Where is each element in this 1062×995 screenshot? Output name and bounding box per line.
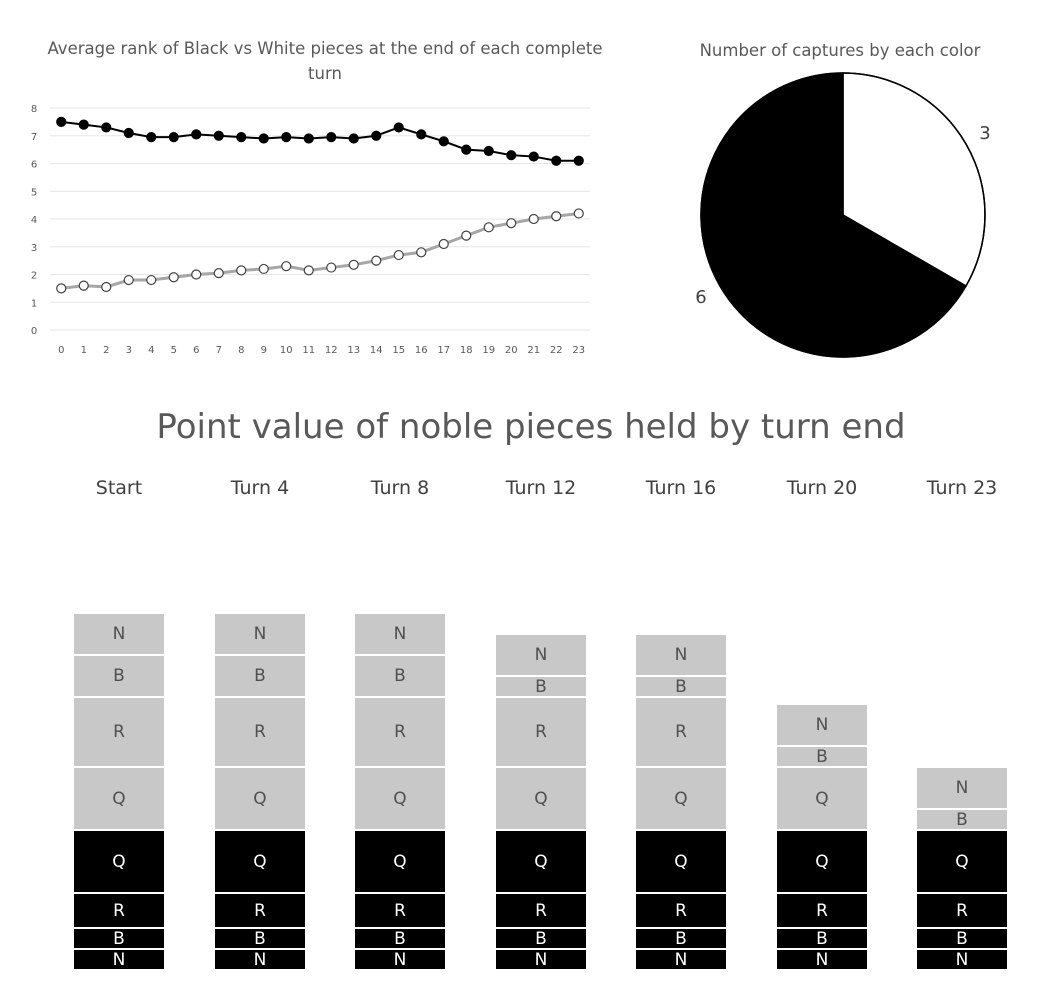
data-point: [484, 147, 493, 156]
x-tick-label: 16: [414, 345, 428, 356]
black-piece-N: N: [777, 950, 867, 971]
black-piece-B: B: [917, 929, 1007, 950]
column-label: Start: [95, 477, 143, 499]
white-piece-R: R: [636, 698, 726, 768]
black-piece-Q: Q: [215, 831, 305, 894]
data-point: [304, 134, 313, 143]
series-line-0: [61, 122, 579, 161]
white-piece-B: B: [215, 656, 305, 698]
white-piece-B: B: [777, 747, 867, 768]
captures-pie-chart: [640, 0, 1062, 375]
y-tick-label: 8: [30, 104, 38, 115]
column-label: Turn 20: [786, 477, 858, 499]
stacked-chart-title: Point value of noble pieces held by turn end: [156, 407, 906, 447]
data-point: [192, 130, 201, 139]
black-piece-R: R: [917, 894, 1007, 929]
x-tick-label: 11: [302, 345, 316, 356]
black-piece-N: N: [496, 950, 586, 971]
data-point: [282, 133, 291, 142]
white-piece-B: B: [917, 810, 1007, 831]
black-piece-Q: Q: [355, 831, 445, 894]
x-tick-label: 17: [437, 345, 451, 356]
black-piece-B: B: [636, 929, 726, 950]
white-piece-N: N: [777, 705, 867, 747]
data-point: [259, 264, 268, 273]
line-chart-title: Average rank of Black vs White pieces at the end of each complete turn: [47, 39, 603, 83]
data-point: [304, 266, 313, 275]
data-point: [214, 131, 223, 140]
white-piece-Q: Q: [355, 768, 445, 831]
black-piece-B: B: [777, 929, 867, 950]
black-piece-N: N: [74, 950, 164, 971]
black-piece-Q: Q: [496, 831, 586, 894]
column-label: Turn 8: [370, 477, 430, 499]
white-piece-Q: Q: [777, 768, 867, 831]
x-tick-label: 19: [482, 345, 496, 356]
pie-slice-label: 6: [695, 287, 707, 308]
data-point: [124, 128, 133, 137]
white-piece-N: N: [74, 614, 164, 656]
data-point: [462, 231, 471, 240]
data-point: [529, 215, 538, 224]
data-point: [574, 156, 583, 165]
white-piece-R: R: [496, 698, 586, 768]
pie-chart-title: Number of captures by each color: [699, 41, 981, 60]
y-tick-label: 5: [30, 187, 38, 199]
data-point: [192, 270, 201, 279]
data-point: [214, 269, 223, 278]
black-piece-N: N: [636, 950, 726, 971]
data-point: [439, 239, 448, 248]
black-piece-B: B: [215, 929, 305, 950]
data-point: [372, 131, 381, 140]
white-piece-N: N: [355, 614, 445, 656]
x-tick-label: 0: [58, 345, 65, 356]
rank-line-chart: [0, 0, 620, 375]
x-tick-label: 22: [549, 345, 563, 356]
x-tick-label: 7: [215, 345, 222, 356]
data-point: [169, 133, 178, 142]
black-piece-Q: Q: [636, 831, 726, 894]
data-point: [237, 266, 246, 275]
data-point: [147, 133, 156, 142]
column-label: Turn 12: [505, 477, 577, 499]
x-tick-label: 6: [193, 345, 200, 356]
y-tick-label: 7: [30, 131, 38, 143]
data-point: [507, 219, 516, 228]
data-point: [484, 223, 493, 232]
x-tick-label: 20: [504, 345, 518, 356]
y-tick-label: 4: [30, 215, 38, 226]
data-point: [462, 145, 471, 154]
black-piece-R: R: [74, 894, 164, 929]
white-piece-B: B: [355, 656, 445, 698]
white-piece-B: B: [636, 677, 726, 698]
white-piece-R: R: [74, 698, 164, 768]
white-piece-Q: Q: [636, 768, 726, 831]
data-point: [169, 273, 178, 282]
white-piece-N: N: [215, 614, 305, 656]
black-piece-B: B: [496, 929, 586, 950]
data-point: [282, 262, 291, 271]
data-point: [79, 120, 88, 129]
data-point: [529, 152, 538, 161]
series-line-1: [61, 213, 579, 288]
column-label: Turn 4: [230, 477, 290, 499]
data-point: [372, 256, 381, 265]
y-tick-label: 6: [30, 159, 38, 171]
white-piece-R: R: [215, 698, 305, 768]
data-point: [552, 156, 561, 165]
x-tick-label: 8: [238, 345, 245, 356]
data-point: [394, 123, 403, 132]
white-piece-B: B: [496, 677, 586, 698]
data-point: [394, 251, 403, 260]
data-point: [57, 117, 66, 126]
white-piece-B: B: [74, 656, 164, 698]
data-point: [124, 276, 133, 285]
x-tick-label: 12: [324, 345, 338, 356]
white-piece-N: N: [496, 635, 586, 677]
data-point: [79, 281, 88, 290]
white-piece-N: N: [917, 768, 1007, 810]
column-label: Turn 16: [645, 477, 717, 499]
x-tick-label: 18: [459, 345, 473, 356]
white-piece-R: R: [355, 698, 445, 768]
x-tick-label: 5: [170, 345, 177, 356]
black-piece-Q: Q: [777, 831, 867, 894]
x-tick-label: 3: [125, 345, 132, 356]
white-piece-Q: Q: [496, 768, 586, 831]
data-point: [327, 133, 336, 142]
data-point: [102, 123, 111, 132]
x-tick-label: 4: [148, 345, 155, 356]
black-piece-R: R: [496, 894, 586, 929]
data-point: [552, 212, 561, 221]
white-piece-N: N: [636, 635, 726, 677]
data-point: [417, 130, 426, 139]
noble-pieces-stacked-chart: [0, 395, 1062, 995]
black-piece-B: B: [355, 929, 445, 950]
data-point: [102, 282, 111, 291]
x-tick-label: 23: [572, 345, 586, 356]
data-point: [147, 276, 156, 285]
black-piece-R: R: [355, 894, 445, 929]
x-tick-label: 2: [103, 345, 110, 356]
data-point: [237, 133, 246, 142]
pie-chart-svg: [640, 0, 1062, 375]
data-point: [507, 151, 516, 160]
y-tick-label: 2: [30, 270, 38, 282]
x-tick-label: 9: [260, 345, 267, 356]
x-tick-label: 1: [80, 345, 87, 356]
line-chart-svg: [0, 0, 620, 375]
x-tick-label: 14: [369, 345, 383, 356]
x-tick-label: 13: [347, 345, 361, 356]
data-point: [349, 260, 358, 269]
white-piece-Q: Q: [74, 768, 164, 831]
x-tick-label: 10: [279, 345, 293, 356]
black-piece-Q: Q: [74, 831, 164, 894]
black-piece-R: R: [777, 894, 867, 929]
data-point: [259, 134, 268, 143]
data-point: [349, 134, 358, 143]
data-point: [57, 284, 66, 293]
black-piece-R: R: [636, 894, 726, 929]
data-point: [327, 263, 336, 272]
data-point: [439, 137, 448, 146]
pie-slice-label: 3: [979, 123, 991, 144]
data-point: [574, 209, 583, 218]
y-tick-label: 3: [30, 242, 38, 254]
black-piece-N: N: [215, 950, 305, 971]
black-piece-N: N: [917, 950, 1007, 971]
x-tick-label: 21: [527, 345, 541, 356]
y-tick-label: 1: [30, 298, 38, 310]
black-piece-Q: Q: [917, 831, 1007, 894]
black-piece-R: R: [215, 894, 305, 929]
white-piece-Q: Q: [215, 768, 305, 831]
black-piece-N: N: [355, 950, 445, 971]
black-piece-B: B: [74, 929, 164, 950]
column-label: Turn 23: [926, 477, 998, 499]
y-tick-label: 0: [30, 326, 38, 337]
x-tick-label: 15: [392, 345, 406, 356]
data-point: [417, 248, 426, 257]
